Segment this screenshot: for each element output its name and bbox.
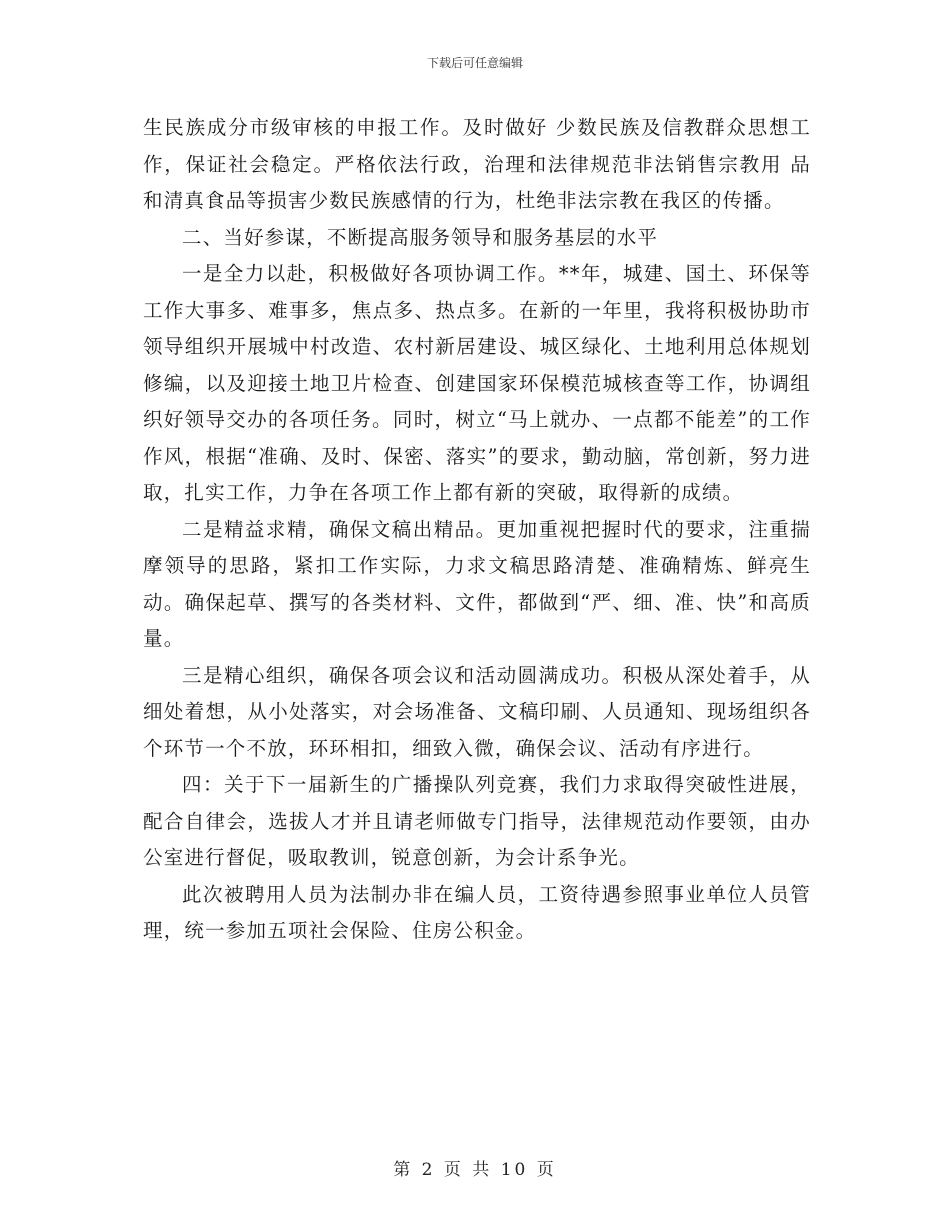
page-header: 下载后可任意编辑: [426, 56, 523, 70]
section-heading: 二、当好参谋，不断提高服务领导和服务基层的水平: [182, 225, 659, 249]
paragraph-drafting: 二是精益求精，确保文稿出精品。更加重视把握时代的要求，注重揣摩领导的思路，紧扣工作实际，力求文稿思路清楚、准确精炼、鲜亮生动。确保起草、撰写的各类材料、文件，都做到“严、细、准、快”和高质量。: [143, 517, 811, 650]
paragraph-coordination: 一是全力以赴，积极做好各项协调工作。**年，城建、国土、环保等工作大事多、难事多，焦点多、热点多。在新的一年里，我将积极协助市领导组织开展城中村改造、农村新居建设、城区绿化、土地利用总体规划修编，以及迎接土地卫片检查、创建国家环保模范城核查等工作，协调组织好领导交办的各项任务。同时，树立“马上就办、一点都不能差”的工作作风，根据“准确、及时、保密、落实”的要求，勤动脑，常创新，努力进取，扎实工作，力争在各项工作上都有新的突破，取得新的成绩。: [143, 262, 811, 504]
page-number: 第 2 页 共 10 页: [393, 1160, 557, 1180]
document-body: [143, 110, 811, 950]
paragraph-continuation: 生民族成分市级审核的申报工作。及时做好 少数民族及信教群众思想工作，保证社会稳定。严格依法行政，治理和法律规范非法销售宗教用 品和清真食品等损害少数民族感情的行为，杜绝非法宗教在我区的传播。: [143, 116, 811, 212]
paragraph-competition: 四：关于下一届新生的广播操队列竞赛，我们力求取得突破性进展，配合自律会，选拔人才并且请老师做专门指导，法律规范动作要领，由办公室进行督促，吸取教训，锐意创新，为会计系争光。: [143, 773, 811, 869]
paragraph-organization: 三是精心组织，确保各项会议和活动圆满成功。积极从深处着手，从细处着想，从小处落实，对会场准备、文稿印刷、人员通知、现场组织各个环节一个不放，环环相扣，细致入微，确保会议、活动有序进行。: [143, 663, 811, 760]
paragraph-employment: 此次被聘用人员为法制办非在编人员，工资待遇参照事业单位人员管理，统一参加五项社会保险、住房公积金。: [143, 882, 811, 942]
